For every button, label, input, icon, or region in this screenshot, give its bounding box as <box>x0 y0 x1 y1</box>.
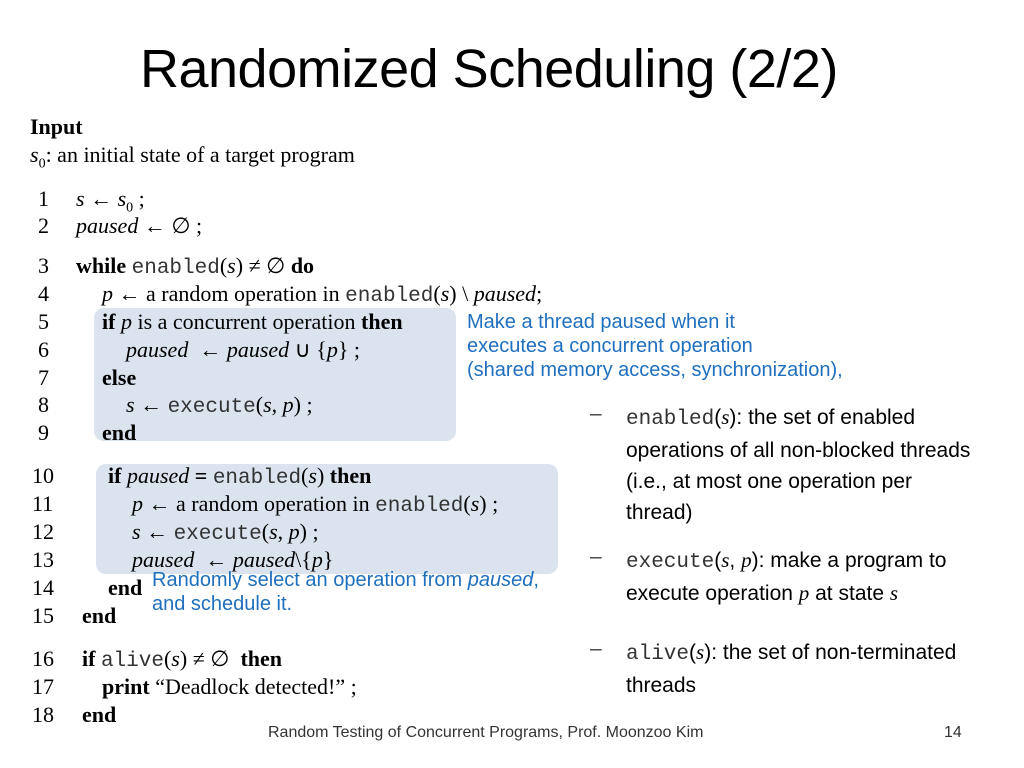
code-line-7: else <box>102 365 137 390</box>
line-number: 1 <box>38 186 49 211</box>
bullet-dash: – <box>590 402 602 425</box>
code-line-11: p ← a random operation in enabled(s) ; <box>132 491 499 518</box>
code-line-13: paused ← paused\{p} <box>132 547 334 572</box>
code-line-16: if alive(s) ≠ ∅ then <box>82 646 282 673</box>
line-number: 8 <box>38 392 49 417</box>
code-line-12: s ← execute(s, p) ; <box>132 519 319 546</box>
input-description: $s_0$: an initial state of a target program <box>30 142 355 172</box>
page-number: 14 <box>944 724 962 741</box>
line-number: 7 <box>38 365 49 390</box>
line-number: 16 <box>32 646 54 671</box>
definition-execute: execute(s, p): make a program to execute operation p at state s <box>626 548 947 605</box>
annotation-paused-line-2: executes a concurrent operation <box>467 335 753 357</box>
code-line-15: end <box>82 603 117 628</box>
line-number: 15 <box>32 603 54 628</box>
line-number: 11 <box>32 491 54 516</box>
code-line-18: end <box>82 702 117 727</box>
line-number: 3 <box>38 253 49 278</box>
line-number: 18 <box>32 702 54 727</box>
annotation-paused-line-1: Make a thread paused when it <box>467 311 735 333</box>
code-line-6: paused ← paused ∪ {p} ; <box>126 337 361 362</box>
line-number: 6 <box>38 337 49 362</box>
line-number: 13 <box>32 547 54 572</box>
code-line-10: if paused = enabled(s) then <box>108 463 372 490</box>
line-number: 4 <box>38 281 49 306</box>
line-number: 5 <box>38 309 49 334</box>
code-line-5: if p is a concurrent operation then <box>102 309 403 334</box>
line-number: 12 <box>32 519 54 544</box>
line-number: 14 <box>32 575 54 600</box>
annotation-schedule-line-1: Randomly select an operation from paused, <box>152 569 539 591</box>
bullet-dash: – <box>590 637 602 660</box>
input-heading: Input <box>30 114 83 139</box>
code-line-17: print “Deadlock detected!” ; <box>102 674 357 699</box>
annotation-schedule-line-2: and schedule it. <box>152 593 293 615</box>
code-line-3: while enabled(s) ≠ ∅ do <box>76 253 315 280</box>
line-number: 2 <box>38 213 49 238</box>
code-line-9: end <box>102 420 137 445</box>
definition-alive: alive(s): the set of non-terminated threads <box>626 640 957 697</box>
line-number: 10 <box>32 463 54 488</box>
slide-title: Randomized Scheduling (2/2) <box>140 39 838 99</box>
code-line-14: end <box>108 575 143 600</box>
line-number: 9 <box>38 420 49 445</box>
bullet-dash: – <box>590 545 602 568</box>
code-line-8: s ← execute(s, p) ; <box>126 392 313 419</box>
definition-enabled: enabled(s): the set of enabled operations of all non-blocked threads (i.e., at most one operation per thread) <box>626 405 971 524</box>
code-line-2: paused ← ∅ ; <box>76 213 203 238</box>
code-line-1: s ← $s_0$ ; <box>76 186 145 216</box>
annotation-paused-line-3: (shared memory access, synchronization), <box>467 359 843 381</box>
footer-course: Random Testing of Concurrent Programs, Prof. Moonzoo Kim <box>268 724 704 741</box>
code-line-4: p ← a random operation in enabled(s) \ paused; <box>102 281 543 308</box>
line-number: 17 <box>32 674 54 699</box>
